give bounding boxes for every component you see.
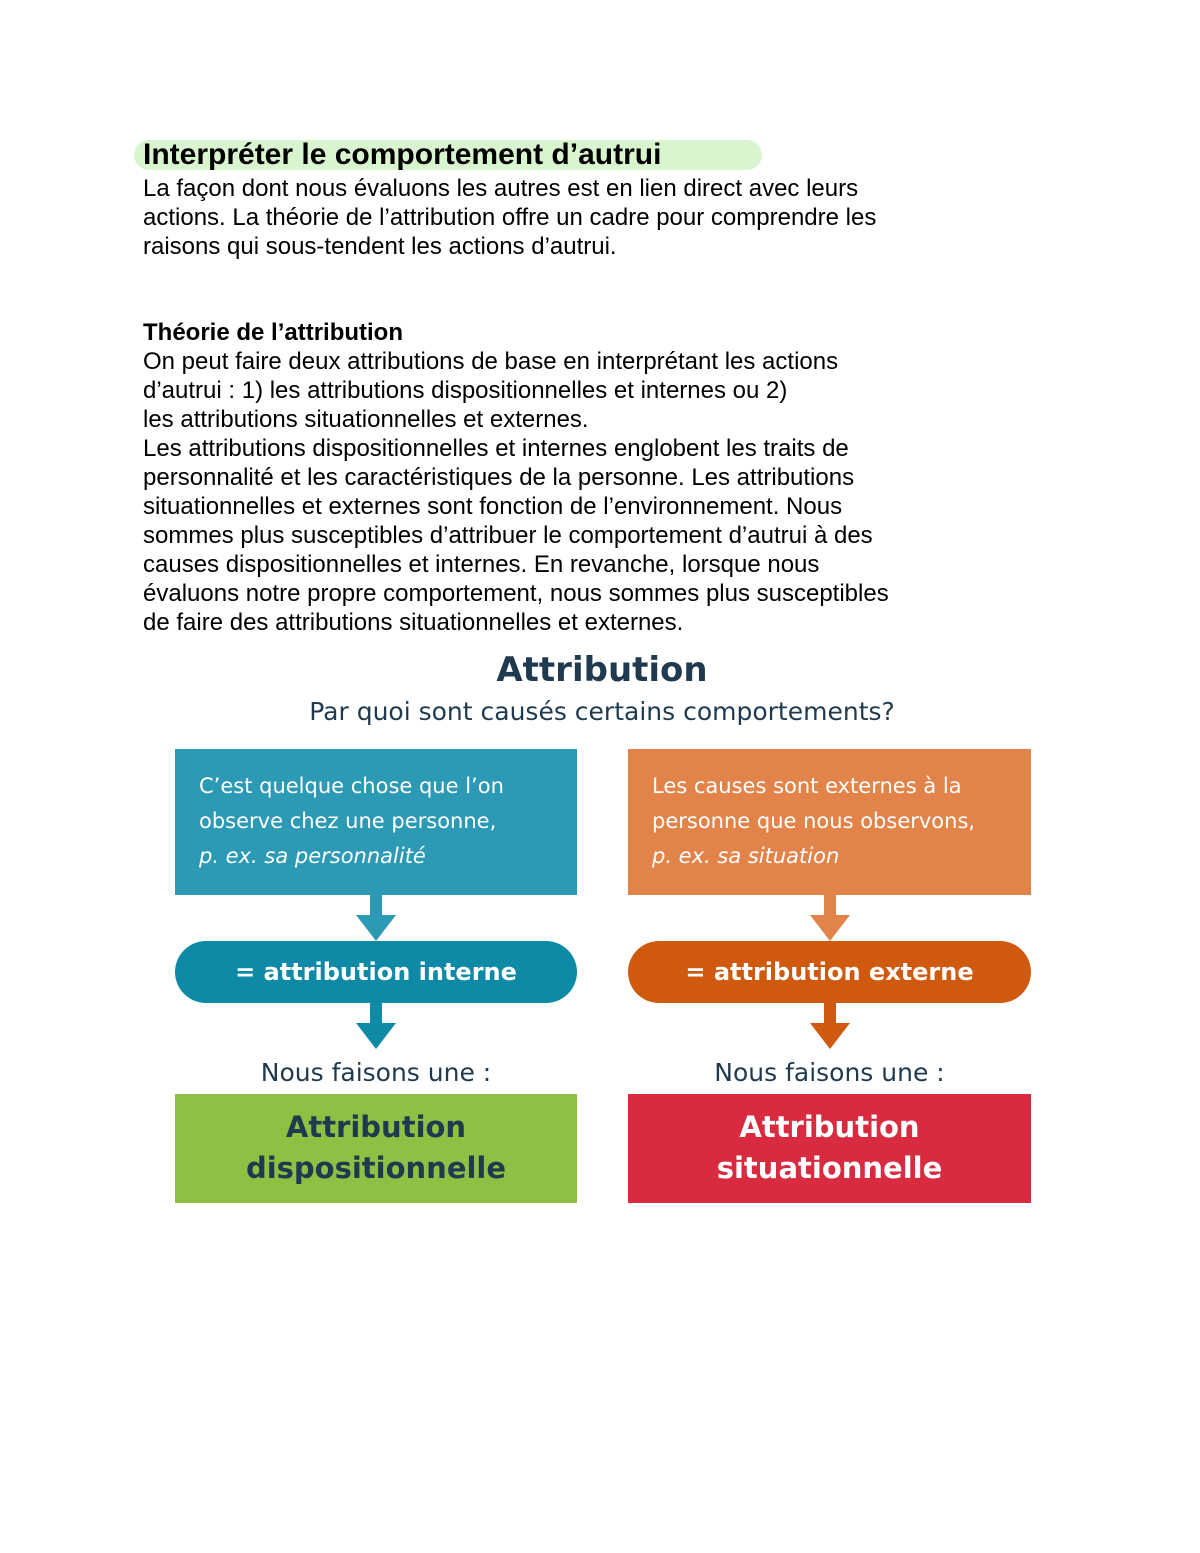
section-line: situationnelles et externes sont fonction de l’environnement. Nous: [143, 493, 843, 520]
section-title: Théorie de l’attribution: [143, 319, 404, 346]
cause-line: personne que nous observons,: [652, 809, 976, 833]
internal-cause-box: [175, 749, 577, 895]
section-line: évaluons notre propre comportement, nous sommes plus susceptibles: [143, 580, 889, 607]
intro-line: raisons qui sous-tendent les actions d’autrui.: [143, 233, 617, 260]
arrow-down-icon: [810, 895, 850, 941]
section-line: d’autrui : 1) les attributions dispositionnelles et internes ou 2): [143, 377, 788, 404]
external-attribution-pill: = attribution externe: [628, 941, 1031, 1003]
cause-line: observe chez une personne,: [199, 809, 497, 833]
cause-example: p. ex. sa personnalité: [199, 844, 426, 868]
diagram-subtitle: Par quoi sont causés certains comportements?: [309, 697, 895, 726]
section-line: personnalité et les caractéristiques de la personne. Les attributions: [143, 464, 855, 491]
cause-line: C’est quelque chose que l’on: [199, 774, 504, 798]
section-line: sommes plus susceptibles d’attribuer le comportement d’autrui à des: [143, 522, 873, 549]
cause-example: p. ex. sa situation: [652, 844, 840, 868]
arrow-down-icon: [356, 1003, 396, 1049]
arrow-down-icon: [810, 1003, 850, 1049]
situational-attribution-box: [628, 1094, 1031, 1203]
result-line: situationnelle: [716, 1151, 943, 1185]
section-paragraph-1: [143, 347, 838, 434]
page-title: Interpréter le comportement d’autrui: [143, 138, 662, 171]
intro-line: actions. La théorie de l’attribution offre un cadre pour comprendre les: [143, 204, 877, 231]
result-line: Attribution: [739, 1110, 920, 1144]
section-line: On peut faire deux attributions de base en interprétant les actions: [143, 348, 839, 375]
cause-line: Les causes sont externes à la: [652, 774, 962, 798]
intro-paragraph: [143, 174, 876, 261]
section-paragraph-2: [143, 434, 889, 637]
arrow-down-icon: [356, 895, 396, 941]
internal-attribution-pill: = attribution interne: [175, 941, 577, 1003]
result-line: dispositionnelle: [245, 1151, 507, 1185]
section-line: de faire des attributions situationnelles et externes.: [143, 609, 684, 636]
dispositional-attribution-box: [175, 1094, 577, 1203]
diagram-title: Attribution: [496, 650, 708, 690]
result-line: Attribution: [285, 1110, 467, 1144]
external-cause-box: [628, 749, 1031, 895]
section-line: Les attributions dispositionnelles et internes englobent les traits de: [143, 435, 849, 462]
we-make-label: Nous faisons une :: [714, 1058, 945, 1087]
intro-line: La façon dont nous évaluons les autres est en lien direct avec leurs: [143, 175, 859, 202]
section-line: causes dispositionnelles et internes. En revanche, lorsque nous: [143, 551, 820, 578]
we-make-label: Nous faisons une :: [260, 1058, 492, 1087]
section-line: les attributions situationnelles et externes.: [143, 406, 589, 433]
